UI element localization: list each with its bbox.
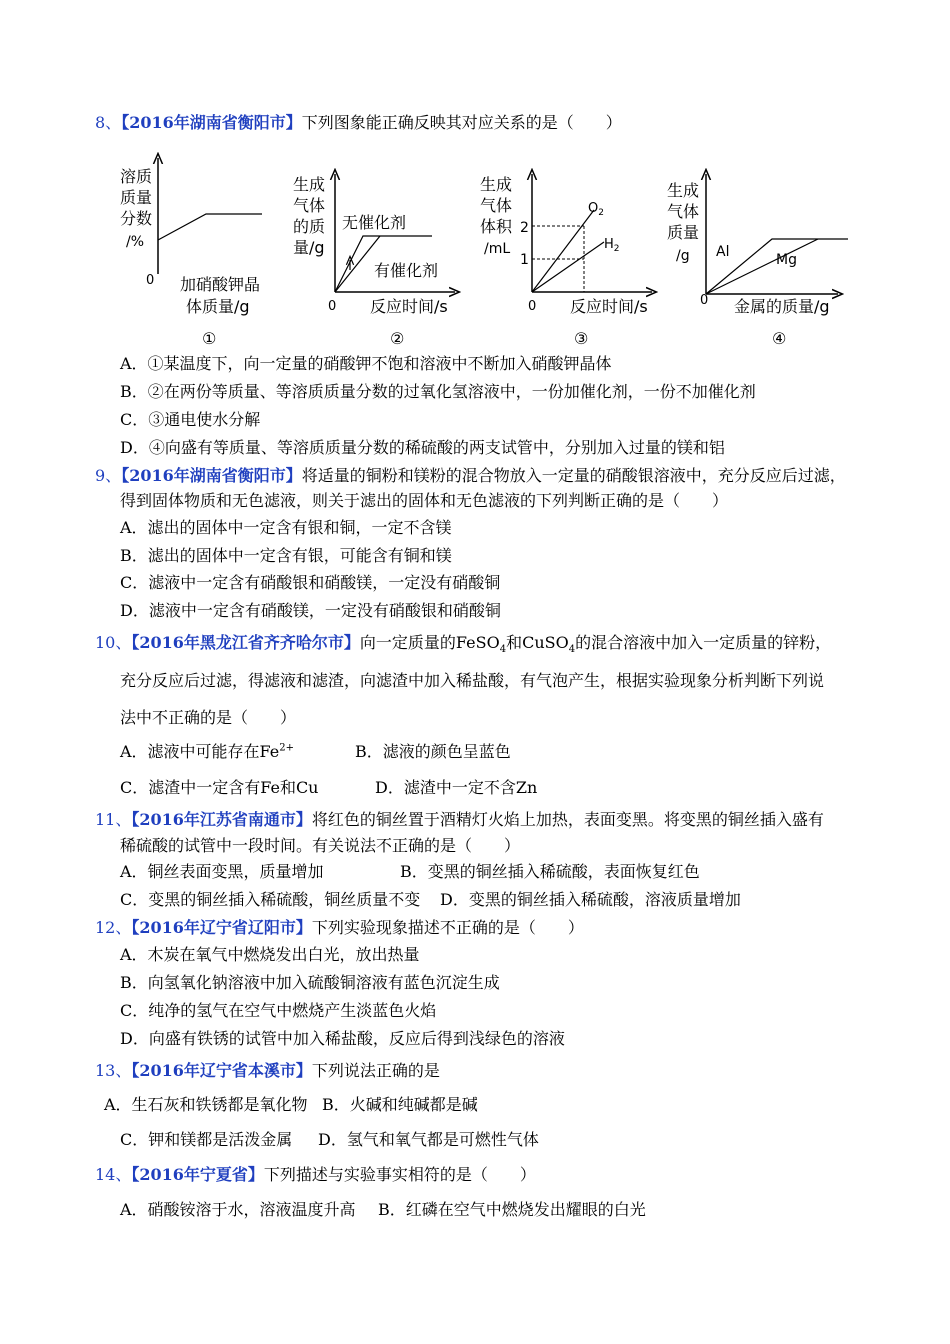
q8-option-a: A．①某温度下，向一定量的硝酸钾不饱和溶液中不断加入硝酸钾晶体	[120, 354, 612, 373]
graph-3-ylabel-1: 气体	[480, 196, 513, 215]
q8-option-d: D．④向盛有等质量、等溶质质量分数的稀硫酸的两支试管中，分别加入过量的镁和铝	[120, 438, 725, 457]
graph-3-origin: 0	[528, 299, 537, 314]
q14-option-a: A．硝酸铵溶于水，溶液温度升高	[120, 1200, 356, 1219]
question-source: 【2016年黑龙江省齐齐哈尔市】	[131, 633, 360, 652]
graph-3	[480, 174, 652, 347]
q11-option-b: B．变黑的铜丝插入稀硫酸，表面恢复红色	[400, 862, 700, 881]
graph-4-curve-label-mg: Mg	[776, 252, 797, 268]
graph-1-xlabel-1: 体质量/g	[186, 297, 250, 316]
q10-option-a: A．滤液中可能存在$Fe^{2+}$	[120, 742, 295, 761]
question-number: 12、	[95, 918, 132, 937]
question-12-stem	[95, 918, 584, 938]
question-10-stem-cont2: 法中不正确的是（ ）	[120, 708, 297, 727]
graph-2-ylabel-0: 生成	[293, 175, 326, 194]
question-13-stem	[95, 1061, 440, 1081]
q8-option-c: C．③通电使水分解	[120, 410, 261, 429]
graph-1-xlabel-0: 加硝酸钾晶	[180, 275, 261, 294]
q13-option-a: A．生石灰和铁锈都是氧化物	[104, 1095, 308, 1114]
graph-4-origin: 0	[700, 293, 709, 308]
graph-3-caption: ③	[574, 329, 589, 347]
question-9-stem	[95, 466, 846, 486]
graph-2-origin: 0	[328, 299, 337, 314]
graph-3-curve-label-h: $H_2$	[604, 237, 620, 254]
graph-3-curve-o2	[532, 210, 594, 292]
question-source: 【2016年湖南省衡阳市】	[121, 466, 302, 485]
q9-option-a: A．滤出的固体中一定含有银和铜，一定不含镁	[120, 518, 452, 537]
question-number: 11、	[95, 810, 132, 829]
graph-3-ylabel-0: 生成	[480, 175, 513, 194]
q12-option-c: C．纯净的氢气在空气中燃烧产生淡蓝色火焰	[120, 1001, 437, 1020]
question-text: 下列描述与实验事实相符的是（ ）	[263, 1165, 536, 1184]
graph-3-xlabel-0: 反应时间/s	[570, 297, 648, 316]
chemistry-graphs	[110, 152, 850, 347]
question-number: 8、	[95, 113, 122, 132]
graph-3-curve-label-o: $O_2$	[588, 201, 604, 218]
q9-option-c: C．滤液中一定含有硝酸银和硝酸镁，一定没有硝酸铜	[120, 573, 501, 592]
q9-option-d: D．滤液中一定含有硝酸镁，一定没有硝酸银和硝酸铜	[120, 601, 501, 620]
graph-4-caption: ④	[772, 329, 787, 347]
graph-2-ylabel-1: 气体	[293, 196, 326, 215]
graph-1-ylabel-2: 分数	[120, 209, 153, 228]
graph-2-ylabel-3: 量/g	[293, 238, 325, 257]
graph-1-curve	[158, 214, 262, 240]
graph-3-tick-2: 2	[520, 220, 529, 236]
graph-3-ylabel-3: /mL	[484, 241, 511, 257]
graph-4-ylabel-0: 生成	[667, 181, 700, 200]
graph-3-tick-1: 1	[520, 252, 529, 268]
question-number: 14、	[95, 1165, 132, 1184]
question-11-stem	[95, 810, 824, 830]
q11-option-d: D．变黑的铜丝插入稀硫酸，溶液质量增加	[440, 890, 741, 909]
graph-1-caption: ①	[202, 329, 217, 347]
q11-option-c: C．变黑的铜丝插入稀硫酸，铜丝质量不变	[120, 890, 421, 909]
question-text: 将红色的铜丝置于酒精灯火焰上加热，表面变黑。将变黑的铜丝插入盛有	[311, 810, 824, 829]
graph-2	[293, 174, 455, 347]
question-text: 将适量的铜粉和镁粉的混合物放入一定量的硝酸银溶液中，充分反应后过滤，	[301, 466, 846, 485]
graph-3-ylabel-2: 体积	[480, 217, 513, 236]
q9-option-b: B．滤出的固体中一定含有银，可能含有铜和镁	[120, 546, 452, 565]
graph-2-curve-label-1: 无催化剂	[342, 213, 407, 232]
question-number: 10、	[95, 633, 132, 652]
q13-option-c: C．钾和镁都是活泼金属	[120, 1130, 293, 1149]
q11-option-a: A．铜丝表面变黑，质量增加	[120, 862, 324, 881]
question-source: 【2016年宁夏省】	[131, 1165, 264, 1184]
graph-4	[667, 174, 848, 347]
q14-option-b: B．红磷在空气中燃烧发出耀眼的白光	[378, 1200, 646, 1219]
question-8-stem	[95, 113, 622, 133]
question-text: 下列实验现象描述不正确的是（ ）	[311, 918, 584, 937]
question-11-stem-cont: 稀硫酸的试管中一段时间。有关说法不正确的是（ ）	[120, 836, 521, 855]
graph-4-ylabel-2: 质量	[667, 223, 700, 242]
question-10-stem-cont: 充分反应后过滤，得滤液和滤渣，向滤渣中加入稀盐酸，有气泡产生，根据实验现象分析判断下列说	[120, 671, 825, 690]
question-number: 13、	[95, 1061, 132, 1080]
q10-option-b: B．滤液的颜色呈蓝色	[355, 742, 511, 761]
q12-option-d: D．向盛有铁锈的试管中加入稀盐酸，反应后得到浅绿色的溶液	[120, 1029, 565, 1048]
graph-1-ylabel-0: 溶质	[120, 167, 153, 186]
q12-option-a: A．木炭在氧气中燃烧发出白光，放出热量	[120, 945, 420, 964]
question-9-stem-cont: 得到固体物质和无色滤液，则关于滤出的固体和无色滤液的下列判断正确的是（ ）	[120, 491, 729, 510]
question-source: 【2016年辽宁省辽阳市】	[131, 918, 312, 937]
graph-1	[120, 158, 262, 347]
q13-option-d: D．氢气和氧气都是可燃性气体	[318, 1130, 539, 1149]
graph-2-ylabel-2: 的质	[293, 217, 326, 236]
graph-1-origin: 0	[146, 273, 155, 288]
question-10-stem: 10、【2016年黑龙江省齐齐哈尔市】向一定质量的FeSO$_4$和CuSO$_4$的混合溶液中加入一定质量的锌粉，	[95, 633, 832, 656]
graph-4-ylabel-1: 气体	[667, 202, 700, 221]
graph-2-caption: ②	[390, 329, 405, 347]
graph-4-ylabel-3: /g	[676, 248, 690, 264]
question-14-stem	[95, 1165, 536, 1185]
graph-2-xlabel-0: 反应时间/s	[370, 297, 448, 316]
graph-2-curve-label-2: 有催化剂	[374, 261, 439, 280]
question-number: 9、	[95, 466, 122, 485]
graph-4-curve-label-al: Al	[716, 244, 730, 260]
q12-option-b: B．向氢氧化钠溶液中加入硫酸铜溶液有蓝色沉淀生成	[120, 973, 500, 992]
graph-4-xlabel-0: 金属的质量/g	[734, 297, 830, 316]
graph-1-ylabel-3: /%	[126, 234, 145, 250]
graph-1-ylabel-1: 质量	[120, 188, 153, 207]
question-text: 下列图象能正确反映其对应关系的是（ ）	[301, 113, 622, 132]
question-source: 【2016年江苏省南通市】	[131, 810, 312, 829]
q10-option-d: D．滤渣中一定不含Zn	[375, 778, 538, 797]
q13-option-b: B．火碱和纯碱都是碱	[322, 1095, 478, 1114]
q8-option-b: B．②在两份等质量、等溶质质量分数的过氧化氢溶液中，一份加催化剂，一份不加催化剂	[120, 382, 756, 401]
question-source: 【2016年湖南省衡阳市】	[121, 113, 302, 132]
question-source: 【2016年辽宁省本溪市】	[131, 1061, 312, 1080]
q10-option-c: C．滤渣中一定含有Fe和Cu	[120, 778, 319, 797]
graph-3-curve-h2	[532, 242, 604, 292]
question-text: 下列说法正确的是	[311, 1061, 440, 1080]
